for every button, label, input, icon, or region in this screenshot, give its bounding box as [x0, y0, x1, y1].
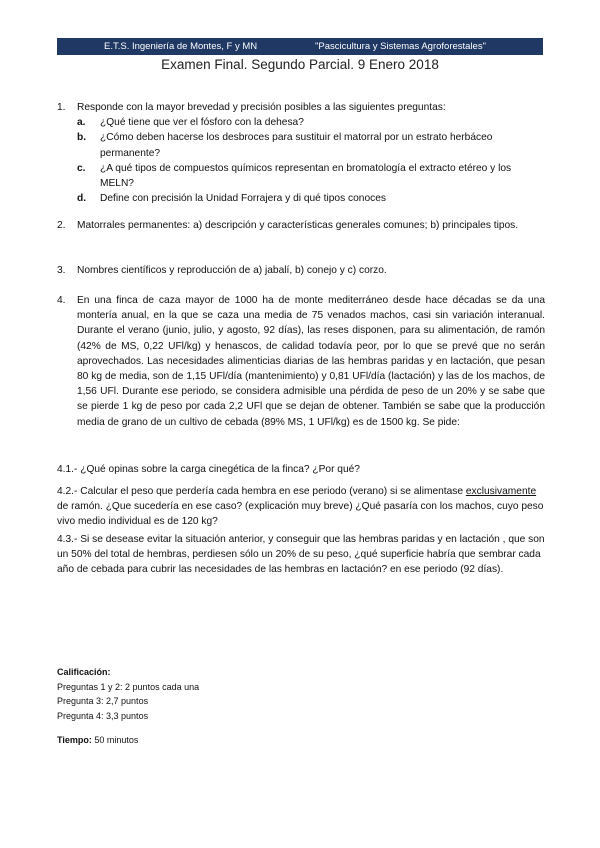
subquestion: [77, 115, 545, 130]
subquestion-text: ¿Cómo deben hacerse los desbroces para sustituir el matorral por un estrato herbáceo permanente?: [100, 132, 493, 159]
subquestion-text: ¿A qué tipos de compuestos químicos representan en bromatología el extracto etéreo y los MELN?: [100, 162, 512, 190]
question-text: En una finca de caza mayor de 1000 ha de monte mediterráneo desde hace décadas se da una montería anual, en la que se caza una media de 75 venados machos, casi sin variación interanual. Durante el verano (junio, julio, y agosto, 92 días), las reses disponen, para su alimentación, de ramón (42% de MS, 0,22 UFl/kg) y henascos, de calidad todavía peor, por lo que se prevé que no serán aprovechados. Las necesidades alimenticias diarias de las hembras paridas y en lactación, que pesan 80 kg de media, son de 1,15 UFl/día (mantenimiento) y 0,81 UFl/día (lactación) y las de los machos, de 1,56 UFl. Durante ese periodo, se considera admisible una pérdida de peso de un 20% y se sabe que se pierde 1 kg de peso por cada 2,2 UFl que se dejan de obtener. También se sabe que la producción media de grano de un cultivo de cebada (89% MS, 1 UFl/kg) es de 1500 kg. Se pide:: [77, 295, 545, 428]
school-name: E.T.S. Ingeniería de Montes, F y MN: [104, 41, 258, 52]
question-text: Responde con la mayor brevedad y precisión posibles a las siguientes preguntas:: [77, 102, 446, 113]
question-2: [57, 218, 545, 233]
part-4-2: [57, 484, 545, 530]
grading-line: Pregunta 3: 2,7 puntos: [57, 696, 149, 706]
subquestion: [77, 161, 545, 191]
grading-label: Calificación:: [57, 667, 111, 677]
question-number: 2.: [57, 220, 66, 231]
subquestion-text: ¿Qué tiene que ver el fósforo con la dehesa?: [100, 117, 304, 129]
part-4-3: 4.3.- Si se desease evitar la situación anterior, y conseguir que las hembras paridas y en lactación , que son un 50% del total de hembras, perdiesen sólo un 20% de su peso, ¿qué superficie habría que sembrar cada año de cebada para cubrir las necesidades de las hembras en lactación? en ese periodo (92 días).: [57, 534, 545, 576]
subquestion-letter: a.: [77, 117, 86, 129]
part-4-1: 4.1.- ¿Qué opinas sobre la carga cinegética de la finca? ¿Por qué?: [57, 464, 360, 475]
subquestion-letter: d.: [77, 193, 87, 205]
time-block: [57, 733, 357, 748]
question-3: [57, 263, 545, 278]
question-number: 1.: [57, 102, 66, 113]
exam-title: Examen Final. Segundo Parcial. 9 Enero 2018: [161, 57, 439, 72]
question-number: 3.: [57, 265, 66, 276]
subquestion: [77, 191, 545, 206]
question-text: Nombres científicos y reproducción de a) jabalí, b) conejo y c) corzo.: [77, 265, 387, 276]
subquestion-letter: c.: [77, 162, 86, 174]
part-4-2-underlined: exclusivamente: [465, 486, 537, 497]
grading-block: [57, 665, 357, 723]
time-value: 50 minutos: [91, 735, 139, 745]
part-4-2-text-b: de ramón. ¿Que sucedería en ese caso? (explicación muy breve) ¿Qué pasaría con los machos, cuyo peso vivo medio individual es de 120 kg?: [57, 501, 544, 528]
grading-line: Preguntas 1 y 2: 2 puntos cada una: [57, 681, 200, 692]
question-1: [57, 100, 545, 206]
subquestion-text: Define con precisión la Unidad Forrajera y di qué tipos conoces: [100, 193, 386, 205]
time-label: Tiempo:: [57, 735, 92, 745]
header-bar: [57, 38, 543, 55]
question-text: Matorrales permanentes: a) descripción y características generales comunes; b) principales tipos.: [77, 220, 519, 231]
subquestion: [77, 130, 545, 160]
subquestion-list: [77, 115, 545, 206]
part-4-2-text-a: 4.2.- Calcular el peso que perdería cada hembra en ese periodo (verano) si se alimentase: [57, 486, 464, 497]
course-name: "Pascicultura y Sistemas Agroforestales": [315, 41, 486, 52]
grading-line: Pregunta 4: 3,3 puntos: [57, 710, 149, 721]
subquestion-letter: b.: [77, 132, 87, 144]
question-number: 4.: [57, 295, 66, 306]
question-4: [57, 293, 545, 430]
